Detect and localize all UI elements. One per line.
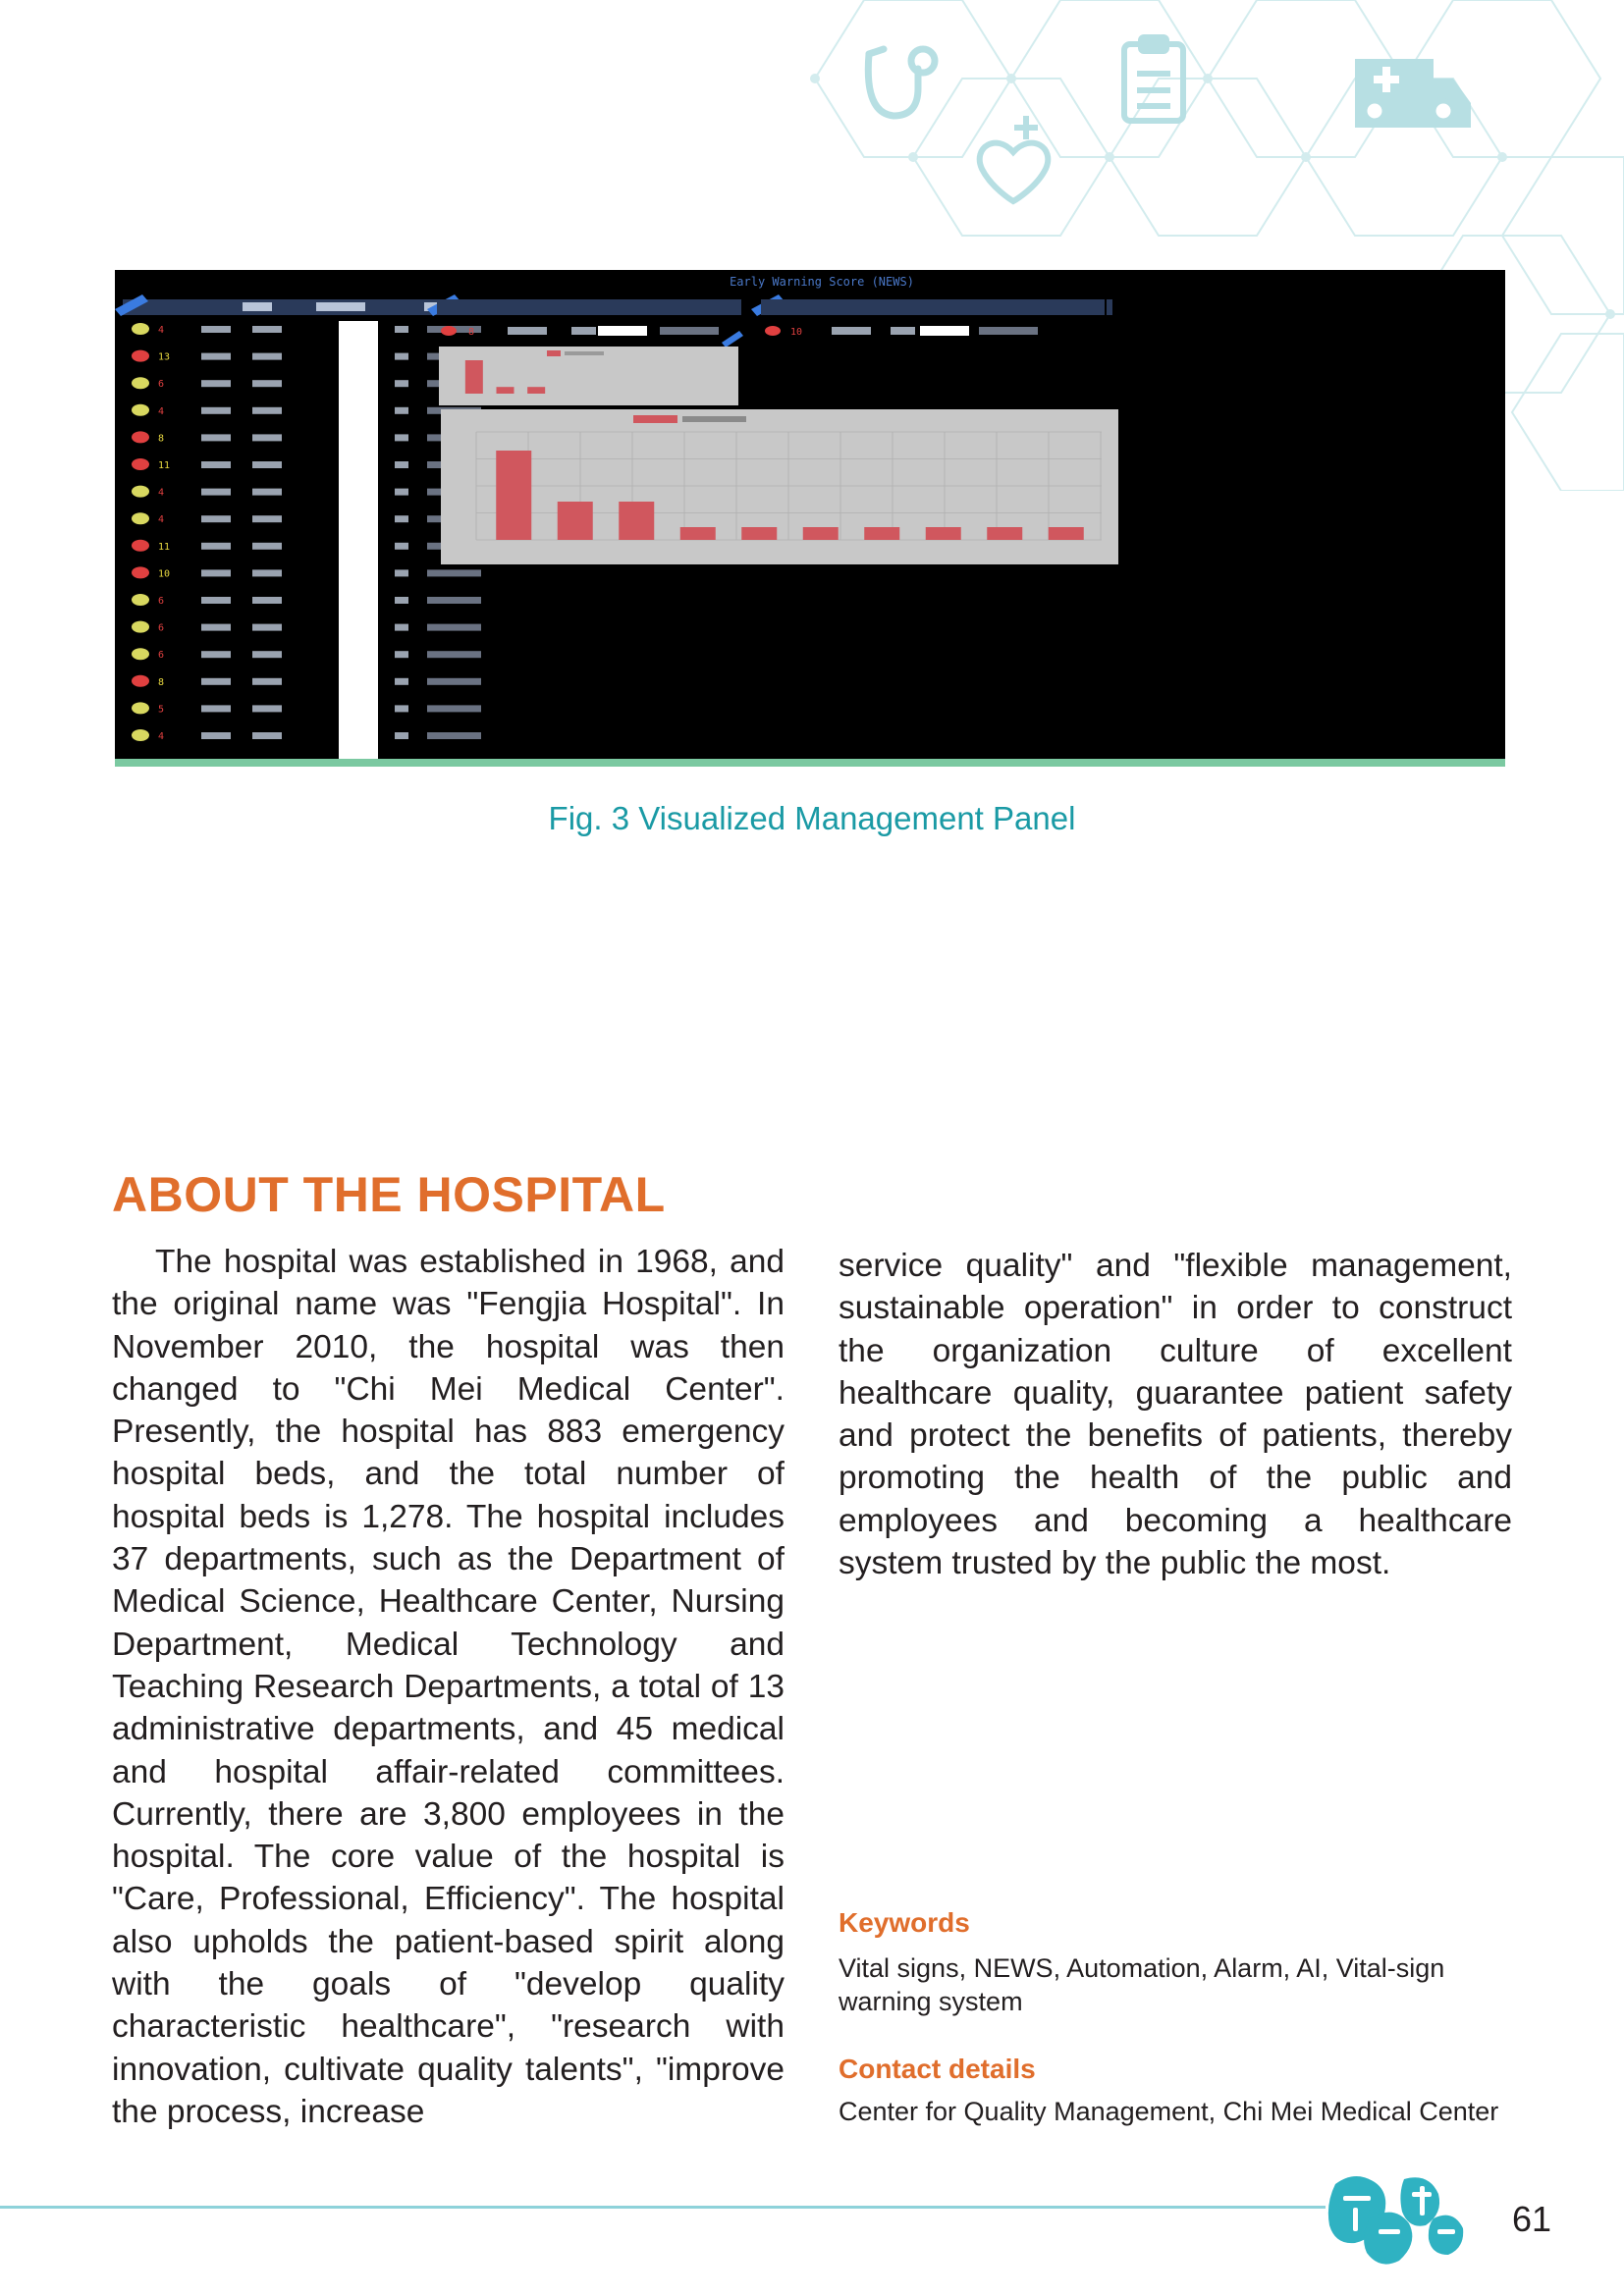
status-indicator bbox=[132, 458, 149, 470]
row-cell bbox=[427, 597, 481, 604]
row-cell bbox=[427, 569, 481, 576]
table-row bbox=[132, 566, 481, 579]
status-indicator bbox=[132, 540, 149, 552]
table-row bbox=[132, 648, 481, 661]
status-indicator bbox=[132, 404, 149, 416]
status-indicator bbox=[132, 648, 149, 660]
row-cell bbox=[201, 353, 231, 360]
row-cell bbox=[395, 461, 408, 468]
row-score: 8 bbox=[158, 676, 165, 688]
row-cell bbox=[201, 543, 231, 550]
row-cell bbox=[395, 543, 408, 550]
row-cell bbox=[201, 678, 231, 685]
table-row bbox=[132, 621, 481, 634]
row-cell bbox=[252, 651, 282, 658]
row-cell bbox=[427, 732, 481, 739]
table-row bbox=[132, 377, 481, 390]
row-cell bbox=[427, 678, 481, 685]
table-row bbox=[132, 486, 481, 499]
chart-bar bbox=[864, 527, 899, 540]
row-cell bbox=[395, 651, 408, 658]
keywords-text: Vital signs, NEWS, Automation, Alarm, AI, Vital-sign warning system bbox=[839, 1953, 1445, 2016]
chart-bar bbox=[619, 502, 654, 540]
row-cell bbox=[427, 705, 481, 712]
row-cell bbox=[201, 624, 231, 631]
row-score: 13 bbox=[158, 351, 171, 363]
far-right-table-row bbox=[765, 326, 1038, 338]
row-cell bbox=[395, 515, 408, 522]
row-cell bbox=[395, 434, 408, 441]
status-indicator bbox=[132, 702, 149, 714]
row-score: 8 bbox=[468, 327, 475, 338]
row-cell bbox=[395, 353, 408, 360]
dashboard-panel bbox=[115, 270, 1505, 759]
row-cell bbox=[252, 380, 282, 387]
row-score: 5 bbox=[158, 704, 165, 716]
row-cell bbox=[395, 569, 408, 576]
chart-bar bbox=[803, 527, 839, 540]
chart-bar bbox=[987, 527, 1022, 540]
figure-caption: Fig. 3 Visualized Management Panel bbox=[548, 800, 1076, 836]
table-row bbox=[132, 512, 481, 525]
table-row bbox=[132, 431, 481, 444]
row-cell bbox=[427, 624, 481, 631]
stethoscope-icon bbox=[868, 49, 935, 116]
row-score: 10 bbox=[790, 327, 803, 338]
row-cell bbox=[395, 624, 408, 631]
row-cell bbox=[252, 407, 282, 414]
row-cell bbox=[201, 407, 231, 414]
row-cell bbox=[201, 326, 231, 333]
chart-bar bbox=[558, 502, 593, 540]
chart-bar bbox=[741, 527, 777, 540]
footer-rule bbox=[0, 2206, 1326, 2209]
table-row bbox=[132, 540, 481, 553]
row-cell bbox=[201, 705, 231, 712]
row-score: 4 bbox=[158, 325, 165, 336]
small-bar-chart bbox=[439, 347, 738, 405]
contact-text: Center for Quality Management, Chi Mei Medical Center bbox=[839, 2097, 1499, 2126]
heart-hands-icon bbox=[980, 116, 1049, 201]
row-cell bbox=[252, 515, 282, 522]
row-cell bbox=[252, 489, 282, 496]
chart-bar bbox=[497, 387, 514, 394]
table-row bbox=[132, 458, 481, 471]
row-cell bbox=[427, 651, 481, 658]
status-indicator bbox=[132, 621, 149, 633]
row-cell bbox=[252, 461, 282, 468]
privacy-mask bbox=[920, 326, 969, 336]
status-indicator bbox=[132, 729, 149, 741]
hex-cell bbox=[1512, 334, 1624, 491]
row-score: 10 bbox=[158, 568, 171, 580]
status-indicator bbox=[765, 326, 781, 336]
privacy-mask bbox=[598, 326, 647, 336]
table-row bbox=[132, 350, 481, 363]
table-row bbox=[132, 323, 481, 336]
chart-bar bbox=[1049, 527, 1084, 540]
row-cell bbox=[201, 461, 231, 468]
keywords-heading: Keywords bbox=[839, 1907, 970, 1938]
status-indicator bbox=[132, 512, 149, 524]
ambulance-icon bbox=[1355, 59, 1471, 128]
row-cell bbox=[201, 489, 231, 496]
large-chart-legend-swatch bbox=[633, 415, 677, 423]
row-cell bbox=[395, 326, 408, 333]
chart-bar bbox=[496, 451, 531, 540]
contact-heading: Contact details bbox=[839, 2054, 1036, 2084]
large-chart-background bbox=[441, 409, 1118, 564]
status-indicator bbox=[132, 486, 149, 498]
row-cell bbox=[395, 705, 408, 712]
row-cell bbox=[395, 407, 408, 414]
row-cell bbox=[252, 434, 282, 441]
chart-bar bbox=[680, 527, 716, 540]
status-indicator bbox=[132, 675, 149, 687]
calligraphy-logo-icon bbox=[1316, 2164, 1512, 2272]
row-cell bbox=[252, 732, 282, 739]
figure-bottom-rule bbox=[115, 759, 1505, 767]
row-score: 4 bbox=[158, 514, 165, 526]
row-cell bbox=[395, 380, 408, 387]
row-score: 4 bbox=[158, 405, 165, 417]
right-top-table-row bbox=[441, 326, 719, 338]
privacy-mask bbox=[339, 321, 378, 759]
row-cell bbox=[395, 678, 408, 685]
row-score: 6 bbox=[158, 622, 165, 634]
row-cell bbox=[252, 326, 282, 333]
row-score: 11 bbox=[158, 541, 171, 553]
dashboard-figure bbox=[115, 270, 1505, 759]
row-cell bbox=[252, 569, 282, 576]
page-number: 61 bbox=[1512, 2199, 1552, 2239]
status-indicator bbox=[441, 326, 457, 336]
row-cell bbox=[252, 624, 282, 631]
small-chart-legend-swatch bbox=[547, 350, 561, 356]
large-bar-chart bbox=[441, 409, 1118, 564]
article-right-column: service quality" and "flexible management, sustainable operation" in order to construct the organization culture of excellent healthcare quality, guarantee patient safety and protect the benefits of patients, thereby promoting the health of the public and employees and becoming a healthcare system trusted by the public the most. bbox=[839, 1248, 1512, 1582]
chart-bar bbox=[926, 527, 961, 540]
status-indicator bbox=[132, 566, 149, 578]
table-row bbox=[132, 404, 481, 417]
row-score: 4 bbox=[158, 487, 165, 499]
row-cell bbox=[252, 597, 282, 604]
row-score: 6 bbox=[158, 650, 165, 662]
section-title: ABOUT THE HOSPITAL bbox=[112, 1167, 666, 1222]
row-cell bbox=[201, 434, 231, 441]
row-cell bbox=[252, 543, 282, 550]
row-cell bbox=[252, 353, 282, 360]
row-cell bbox=[201, 651, 231, 658]
row-cell bbox=[395, 732, 408, 739]
status-indicator bbox=[132, 350, 149, 362]
row-score: 8 bbox=[158, 433, 165, 445]
dashboard-title: Early Warning Score (NEWS) bbox=[730, 275, 914, 289]
row-score: 6 bbox=[158, 596, 165, 607]
status-indicator bbox=[132, 323, 149, 335]
row-score: 11 bbox=[158, 460, 171, 471]
row-cell bbox=[395, 597, 408, 604]
row-score: 6 bbox=[158, 379, 165, 391]
left-table-rows bbox=[132, 323, 481, 742]
far-right-table-header bbox=[761, 299, 1105, 315]
row-cell bbox=[252, 705, 282, 712]
status-indicator bbox=[132, 594, 149, 606]
article-left-column: The hospital was established in 1968, and the original name was "Fengjia Hospital". In November 2010, the hospital was then changed to "Chi Mei Medical Center". Presently, the hospital has 883 emergency hospital beds, and the total number of hospital beds is 1,278. The hospital includes 37 departments, such as the Department of Medical Science, Healthcare Center, Nursing Department, Medical Technology and Teaching Research Departments, a total of 13 administrative departments, and 45 medical and hospital affair-related committees. Currently, there are 3,800 employees in the hospital. The core value of the hospital is "Care, Professional, Efficiency". The hospital also upholds the patient-based spirit along with the goals of "develop quality characteristic healthcare", "research with innovation, cultivate quality talents", "improve the process, increase bbox=[112, 1244, 785, 2130]
status-indicator bbox=[132, 431, 149, 443]
row-cell bbox=[252, 678, 282, 685]
row-cell bbox=[201, 732, 231, 739]
chart-bar bbox=[465, 360, 483, 394]
table-row bbox=[132, 729, 481, 742]
large-chart-legend-label bbox=[682, 416, 746, 422]
row-cell bbox=[201, 569, 231, 576]
row-cell bbox=[201, 515, 231, 522]
row-score: 4 bbox=[158, 731, 165, 742]
small-chart-legend-label bbox=[565, 351, 604, 355]
table-row bbox=[132, 594, 481, 607]
row-cell bbox=[201, 380, 231, 387]
table-row bbox=[132, 675, 481, 688]
row-cell bbox=[201, 597, 231, 604]
table-row bbox=[132, 702, 481, 715]
status-indicator bbox=[132, 377, 149, 389]
row-cell bbox=[395, 489, 408, 496]
chart-bar bbox=[527, 387, 545, 394]
right-top-table-header bbox=[437, 299, 741, 315]
